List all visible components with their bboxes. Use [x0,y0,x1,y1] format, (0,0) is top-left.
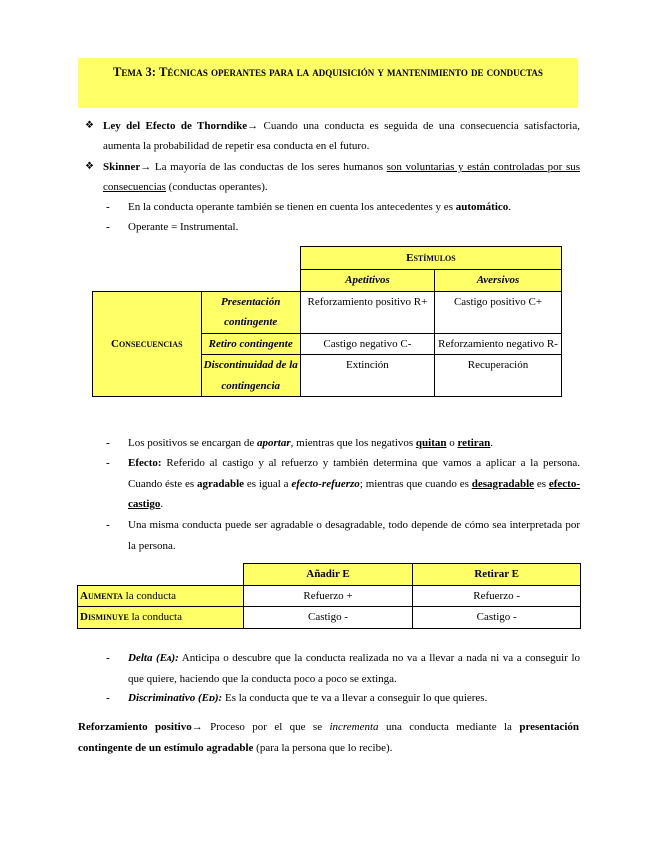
dash-bullet: - [106,692,110,704]
cell-aversive: Reforzamiento negativo R- [435,333,562,355]
bullet-thorndike [80,116,580,156]
row-label: Aumenta la conducta [78,585,244,607]
col-add: Añadir E [243,564,413,586]
final-paragraph: Reforzamiento positivo→ Proceso por el que se incrementa una conducta mediante la presentación contingente de un estímulo agradable (para la persona que lo recibe). [78,721,580,754]
cell: Castigo - [243,607,413,629]
arrow-icon: → [247,120,259,132]
cell-aversive: Recuperación [435,355,562,397]
cell: Refuerzo - [413,585,581,607]
dash-item-operante: - Operante = Instrumental. [100,217,580,238]
page-title [78,58,578,108]
cell-appetitive: Reforzamiento positivo R+ [300,291,434,333]
title-prefix: Tema 3: [113,65,156,79]
arrow-icon: → [191,721,203,733]
dash-bullet: - [106,221,110,233]
dash-bullet: - [106,201,110,213]
arrow-icon: → [140,161,152,173]
cell-appetitive: Castigo negativo C- [300,333,434,355]
cell: Castigo - [413,607,581,629]
col-remove: Retirar E [413,564,581,586]
stimulus-header: Estímulos [300,247,561,270]
dash-bullet: - [106,652,110,664]
row-label: Presentación contingente [201,291,300,333]
bullet-text: La mayoría de las conductas de los seres humanos [151,161,387,173]
dash-bullet: - [106,519,110,531]
stimulus-table [92,246,562,397]
row-label: Disminuye la conducta [78,607,244,629]
cell-aversive: Castigo positivo C+ [435,291,562,333]
col-aversive: Aversivos [435,270,562,292]
diamond-bullet-icon: ❖ [85,120,94,131]
dash-item-discriminativo: - Discriminativo (Eᴅ): Es la conducta que te va a llevar a conseguir lo que quieres. [100,688,580,709]
dash-item-delta: - Delta (Eᴀ): Anticipa o descubre que la conducta realizada no va a llevar a nada ni va a conseguir lo que quiere, haciendo que la conducta poco a poco se extinga. [100,648,580,689]
dash-bullet: - [106,437,110,449]
bullet-skinner [80,157,580,197]
bullet-text-end: (conductas operantes). [165,181,268,193]
cell: Refuerzo + [243,585,413,607]
col-appetitive: Apetitivos [300,270,434,292]
dash-item-antecedentes: - En la conducta operante también se tienen en cuenta los antecedentes y es automático. [100,197,580,218]
bullet-text: Cuando una conducta es seguida de una consecuencia satisfactoria, aumenta la probabilidad de repetir esa conducta en el futuro. [103,120,580,152]
behavior-table [77,563,581,629]
bullet-underlined: son voluntarias y están controladas por sus consecuencias [103,161,581,193]
row-label: Discontinuidad de la contingencia [201,355,300,397]
dash-item-misma-conducta: - Una misma conducta puede ser agradable o desagradable, todo depende de cómo sea interpretada por la persona. [100,515,580,556]
title-main: Técnicas operantes para la adquisición y mantenimiento de conductas [159,65,543,79]
diamond-bullet-icon: ❖ [85,161,94,172]
cell-appetitive: Extinción [300,355,434,397]
dash-bullet: - [106,457,110,469]
dash-item-positivos: - Los positivos se encargan de aportar, mientras que los negativos quitan o retiran. [100,433,580,454]
bullet-heading: Skinner [103,161,141,173]
consequences-label: Consecuencias [93,291,202,397]
bullet-heading: Ley del Efecto de Thorndike [103,120,248,132]
row-label: Retiro contingente [201,333,300,355]
dash-item-efecto: - Efecto: Referido al castigo y al refuerzo y también determina que vamos a aplicar a la persona. Cuando éste es agradable es igual a efecto-refuerzo; mientras que cuando es desagradable es efecto-castigo. [100,453,580,515]
